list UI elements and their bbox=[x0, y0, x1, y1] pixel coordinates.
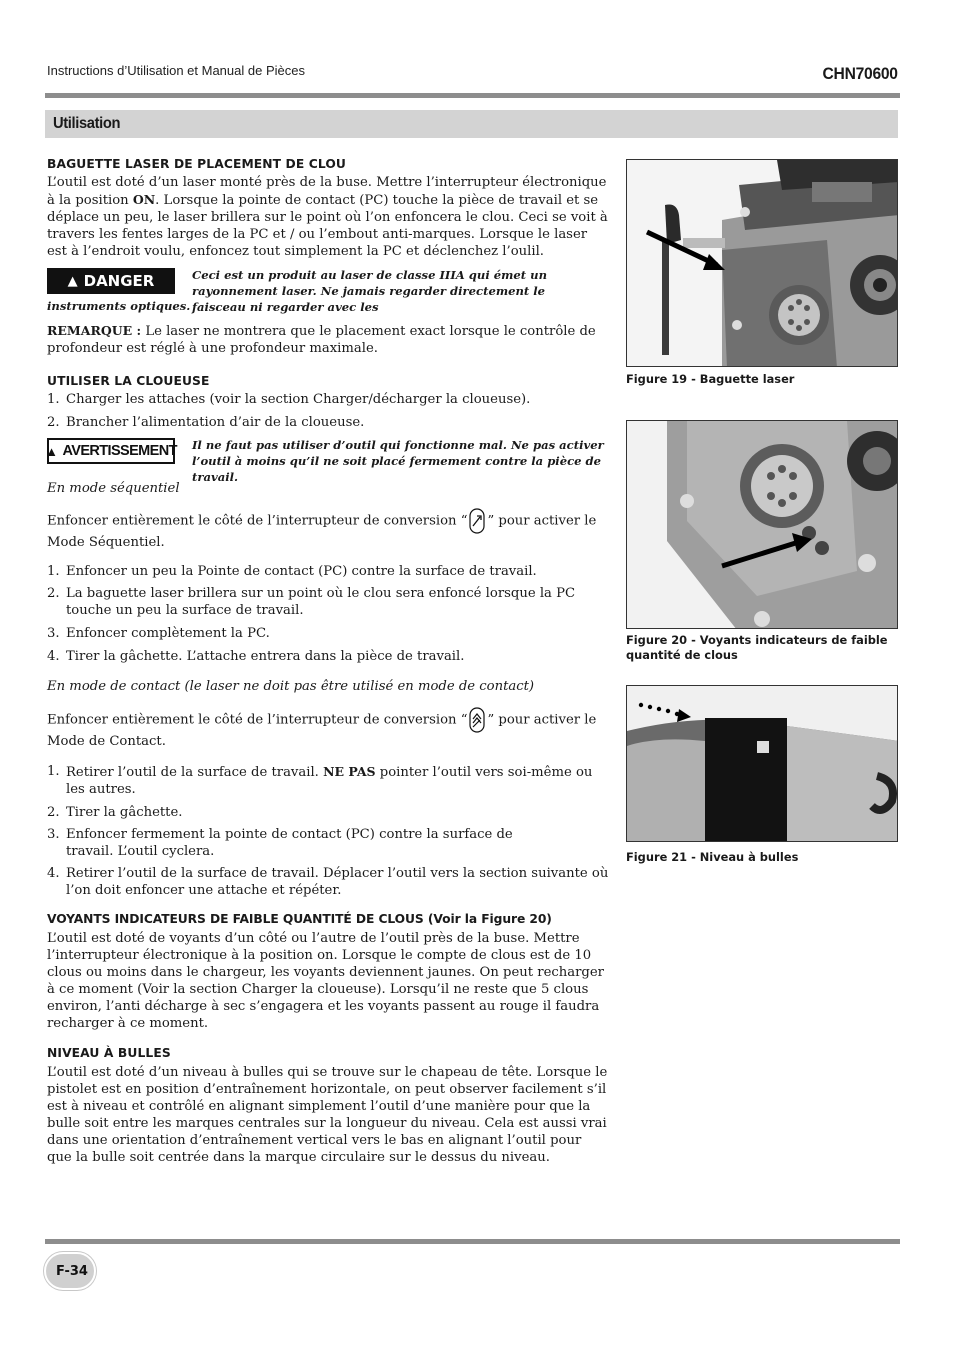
sequential-mode-icon bbox=[469, 508, 485, 534]
step-text: pointer l’outil vers soi-même ou les autres. bbox=[66, 765, 593, 797]
list-item bbox=[47, 391, 609, 408]
section-title: Utilisation bbox=[53, 115, 121, 132]
laser-text-b: . Lorsque la pointe de contact (PC) touche la pièce de travail et se déplace un peu, le laser brillera sur le point où l’on enfoncera le clou. Ceci se voit à travers les fentes larges de la PC et / ou l’embout anti-marques. Lorsque le laser est à l’endroit voulu, enfoncez tout simplement la PC et déclenchez l’oulil. bbox=[47, 193, 608, 259]
contact-mode-title: En mode de contact (le laser ne doit pas être utilisé en mode de contact) bbox=[47, 679, 535, 694]
step-number: 1. bbox=[47, 564, 60, 579]
contact-steps bbox=[47, 763, 609, 899]
step-text: Retirer l’outil de la surface de travail. bbox=[66, 765, 324, 780]
contact-intro-b: ” pour activer le Mode de Contact. bbox=[47, 712, 597, 749]
cloueuse-heading: UTILISER LA CLOUEUSE bbox=[47, 374, 210, 388]
list-item bbox=[47, 763, 609, 798]
main-text-column bbox=[47, 155, 609, 1166]
seq-intro-b: ” pour activer le Mode Séquentiel. bbox=[47, 513, 597, 550]
warning-notice bbox=[45, 438, 609, 484]
step-number: 2. bbox=[47, 586, 60, 601]
warning-label: AVERTISSEMENT bbox=[62, 443, 177, 459]
step-number: 3. bbox=[47, 827, 60, 842]
warning-badge bbox=[47, 438, 175, 464]
header-model-number: CHN70600 bbox=[822, 64, 898, 83]
note-text: Le laser ne montrera que le placement exact lorsque le contrôle de profondeur est réglé à une profondeur maximale. bbox=[47, 324, 596, 356]
figure-19-caption: Figure 19 - Baguette laser bbox=[626, 372, 795, 386]
step-number: 1. bbox=[47, 392, 60, 407]
step-number: 1. bbox=[47, 764, 60, 779]
danger-label: DANGER bbox=[83, 272, 155, 290]
step-text: Tirer la gâchette. L’attache entrera dans la pièce de travail. bbox=[66, 649, 465, 664]
danger-text-continued: instruments optiques. bbox=[47, 299, 191, 313]
warning-triangle-icon: ▲ bbox=[45, 443, 58, 459]
note-label: REMARQUE : bbox=[47, 323, 142, 338]
step-text: Retirer l’outil de la surface de travail. Déplacer l’outil vers la section suivante où l’on doit enfoncer une attache et répéter. bbox=[66, 866, 609, 898]
figure-20-caption: Figure 20 - Voyants indicateurs de faible quantité de clous bbox=[626, 633, 888, 662]
step-text: Enfoncer complètement la PC. bbox=[66, 626, 270, 641]
list-item bbox=[47, 648, 609, 665]
header-rule bbox=[45, 93, 900, 98]
sequential-intro bbox=[47, 508, 609, 551]
laser-note bbox=[47, 322, 609, 357]
warning-text: Il ne faut pas utiliser d’outil qui fonctionne mal. Ne pas activer l’outil à moins qu’il ne soit placé fermement contre la pièce de travail. bbox=[192, 438, 604, 484]
list-item bbox=[47, 865, 609, 899]
laser-text-a: L’outil est doté d’un laser monté près de la buse. Mettre l’interrupteur électronique à la position bbox=[47, 175, 607, 208]
sequential-steps bbox=[47, 563, 609, 665]
figure-19-image bbox=[626, 159, 898, 367]
danger-badge bbox=[47, 268, 175, 294]
list-item bbox=[47, 585, 609, 619]
voyants-heading: VOYANTS INDICATEURS DE FAIBLE QUANTITÉ DE CLOUS (Voir la Figure 20) bbox=[47, 912, 552, 926]
step-text: Enfoncer fermement la pointe de contact (PC) contre la surface de travail. L’outil cyclera. bbox=[66, 827, 513, 859]
list-item bbox=[47, 563, 609, 580]
seq-intro-a: Enfoncer entièrement le côté de l’interrupteur de conversion “ bbox=[47, 513, 468, 529]
niveau-paragraph: L’outil est doté d’un niveau à bulles qui se trouve sur le chapeau de tête. Lorsque le pistolet est en position d’entraînement horizontale, on peut observer facilement s’il est à niveau et contrôlé en alignant simplement l’outil d’une manière pour que la bulle soit entre les marques centrales sur la longueur du niveau. Cela est aussi vrai dans une orientation d’entraînement vertical vers le bas en alignant l’outil pour que la bulle soit centrée dans la marque circulaire sur le dessus du niveau. bbox=[47, 1065, 608, 1165]
step-text: Enfoncer un peu la Pointe de contact (PC) contre la surface de travail. bbox=[66, 564, 537, 579]
list-item bbox=[47, 826, 609, 860]
step-text: Brancher l’alimentation d’air de la cloueuse. bbox=[66, 415, 365, 430]
list-item bbox=[47, 625, 609, 642]
step-text-bold: NE PAS bbox=[323, 764, 376, 779]
figure-21-caption: Figure 21 - Niveau à bulles bbox=[626, 850, 799, 864]
setup-steps bbox=[47, 391, 609, 431]
laser-paragraph bbox=[47, 174, 609, 260]
header-manual-title: Instructions d’Utilisation et Manual de Pièces bbox=[47, 63, 305, 78]
step-text: Charger les attaches (voir la section Charger/décharger la cloueuse). bbox=[66, 392, 531, 407]
contact-mode-icon bbox=[469, 707, 485, 733]
step-number: 3. bbox=[47, 626, 60, 641]
section-bar bbox=[45, 110, 898, 138]
step-number: 4. bbox=[47, 649, 60, 664]
contact-intro-a: Enfoncer entièrement le côté de l’interrupteur de conversion “ bbox=[47, 712, 468, 728]
page-number: F-34 bbox=[56, 1264, 88, 1279]
danger-text: Ceci est un produit au laser de classe IIIA qui émet un rayonnement laser. Ne jamais regarder directement le faisceau ni regarder avec les bbox=[192, 268, 548, 314]
contact-intro bbox=[47, 707, 609, 750]
laser-heading: BAGUETTE LASER DE PLACEMENT DE CLOU bbox=[47, 157, 346, 171]
niveau-heading: NIVEAU À BULLES bbox=[47, 1046, 171, 1060]
footer-rule bbox=[45, 1239, 900, 1244]
laser-text-on: ON bbox=[132, 192, 156, 207]
step-text: La baguette laser brillera sur un point où le clou sera enfoncé lorsque la PC touche un peu la surface de travail. bbox=[66, 586, 576, 618]
sequential-mode-title: En mode séquentiel bbox=[47, 481, 180, 496]
danger-notice bbox=[47, 268, 609, 312]
step-number: 4. bbox=[47, 866, 60, 881]
figure-20-image bbox=[626, 420, 898, 629]
step-text: Tirer la gâchette. bbox=[66, 805, 183, 820]
warning-triangle-icon: ▲ bbox=[67, 273, 78, 289]
list-item bbox=[47, 804, 609, 821]
step-number: 2. bbox=[47, 805, 60, 820]
voyants-paragraph: L’outil est doté de voyants d’un côté ou l’autre de l’outil près de la buse. Mettre l’interrupteur électronique à la position on. Lorsque le compte de clous est de 10 clous ou moins dans le chargeur, les voyants deviennent jaunes. On peut recharger à ce moment (Voir la section Charger la cloueuse). Lorsqu’il ne reste que 5 clous environ, l’anti décharge à sec s’engagera et les voyants passent au rouge il faudra recharger à ce moment. bbox=[47, 931, 604, 1031]
figure-21-image bbox=[626, 685, 898, 842]
step-number: 2. bbox=[47, 415, 60, 430]
list-item bbox=[47, 414, 609, 431]
page-number-badge bbox=[44, 1252, 96, 1290]
